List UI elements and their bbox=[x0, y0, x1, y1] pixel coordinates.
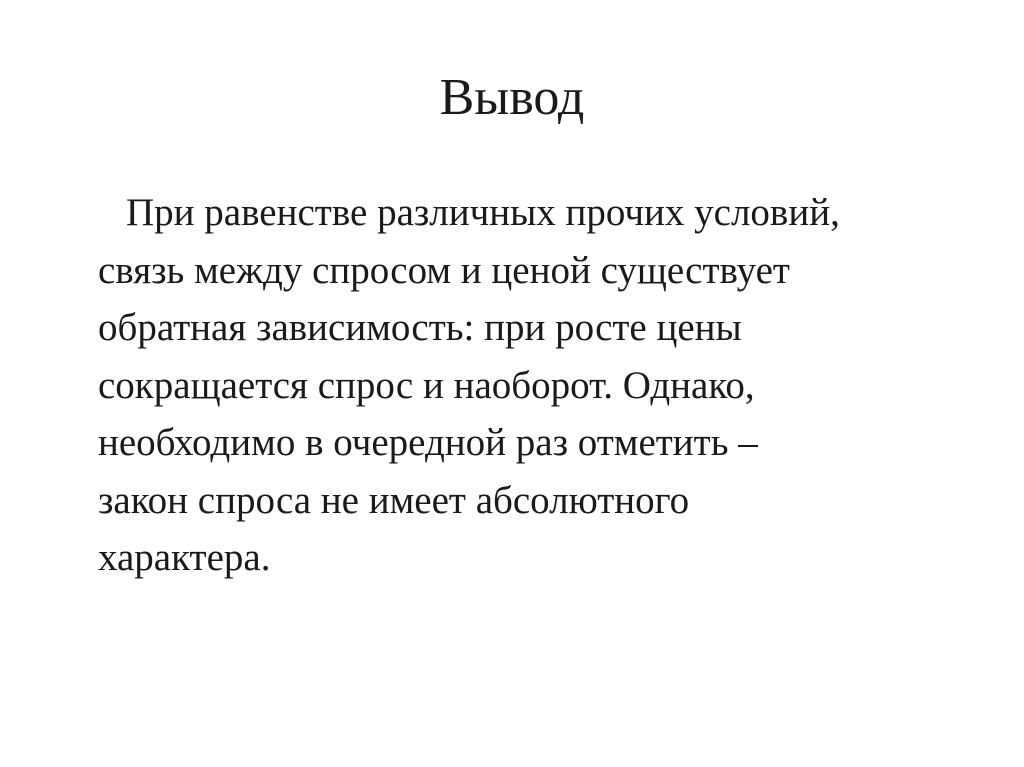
body-line: обратная зависимость: при росте цены bbox=[98, 306, 742, 349]
slide-body-text bbox=[98, 184, 928, 587]
body-line: необходимо в очередной раз отметить – bbox=[98, 421, 758, 464]
body-line: характера. bbox=[98, 536, 271, 579]
body-line: При равенстве различных прочих условий, bbox=[126, 191, 840, 234]
body-line: закон спроса не имеет абсолютного bbox=[98, 478, 690, 522]
body-line: сокращается спрос и наоборот. Однако, bbox=[98, 363, 755, 407]
body-line: связь между спросом и ценой существует bbox=[98, 248, 790, 292]
slide-title: Вывод bbox=[439, 69, 585, 126]
